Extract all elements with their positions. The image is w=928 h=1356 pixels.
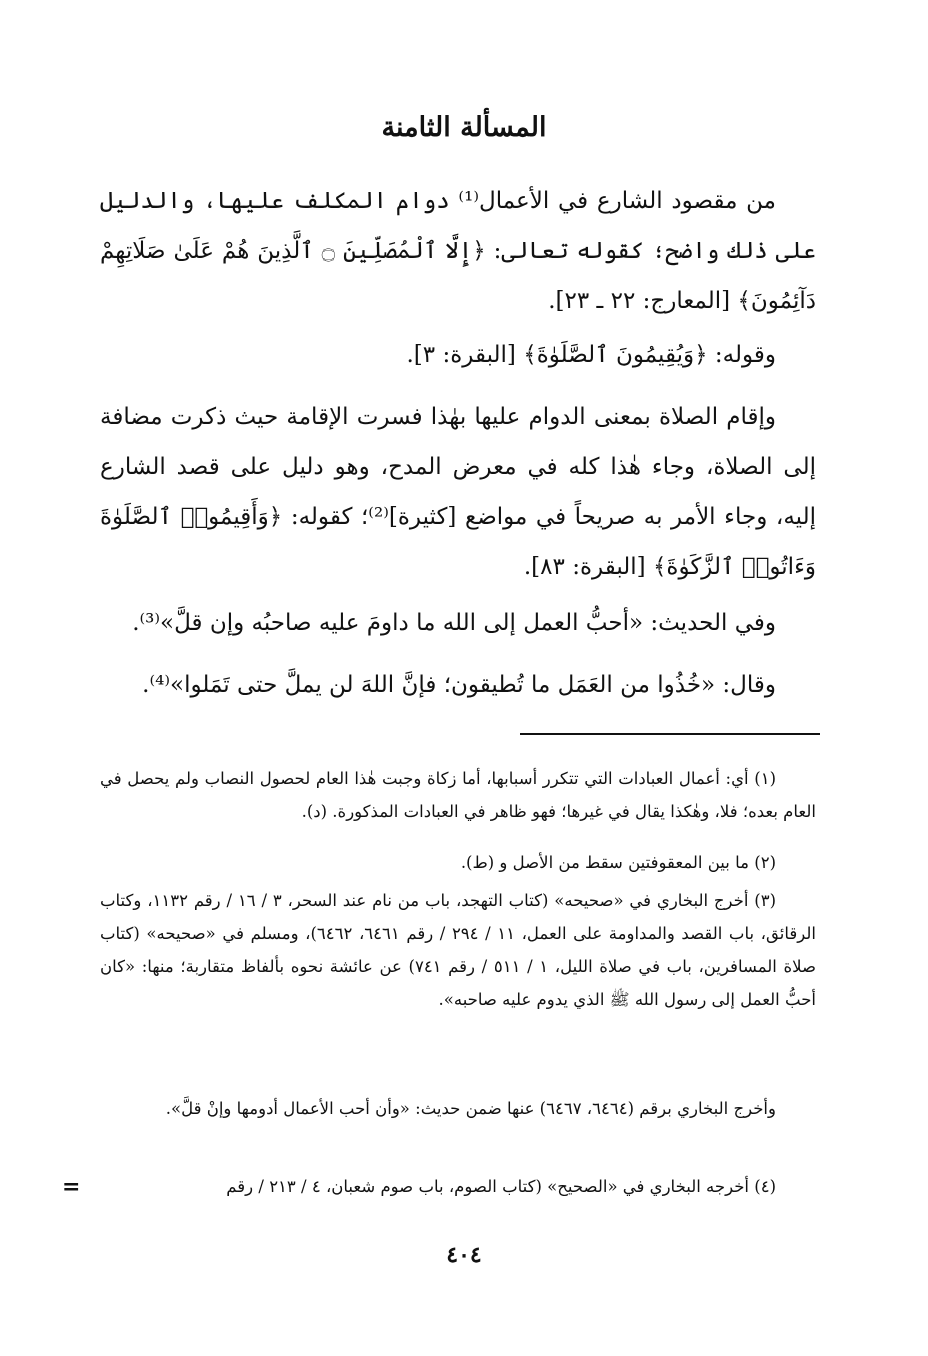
paragraph-2: وقوله: ﴿وَيُقِيمُونَ ٱلصَّلَوٰةَ﴾ [البقرة: ٣]. [406, 342, 776, 368]
footnote-1: (١) أي: أعمال العبادات التي تتكرر أسبابها، أما زكاة وجبت هٰذا العام لحصول النصاب ولم يحصل في العام بعده؛ فلا، وهٰكذا يقال في غيرها؛ فهو ظاهر في العبادات المذكورة. (د). [100, 769, 816, 821]
paragraph-3: وإقام الصلاة بمعنى الدوام عليها بهٰذا فسرت الإقامة حيث ذكرت مضافة إلى الصلاة، وجاء هٰذا كله في معرض المدح، وهو دليل على قصد الشارع إليه، وجاء الأمر به صريحاً في مواضع [كثيرة]⁽²⁾؛ كقوله: ﴿وَأَقِيمُوا۟ ٱلصَّلَوٰةَ وَءَاتُوا۟ ٱلزَّكَوٰةَ﴾ [البقرة: ٨٣]. [100, 404, 816, 580]
continuation-mark: = [62, 1174, 81, 1200]
footnote-3-continuation: وأخرج البخاري برقم (٦٤٦٤، ٦٤٦٧) عنها ضمن حديث: «وأن أحب الأعمال أدومها وإنْ قلَّ». [165, 1099, 776, 1118]
page-number: ٤٠٤ [446, 1242, 482, 1268]
footnote-3: (٣) أخرج البخاري في «صحيحه» (كتاب التهجد، باب من نام عند السحر، ٣ / ١٦ / رقم ١١٣٢، وكتاب الرقائق، باب القصد والمداومة على العمل، ١١ / ٢٩٤ / رقم ٦٤٦١، ٦٤٦٢)، ومسلم في «صحيحه» (كتاب صلاة المسافرين، باب في صلاة الليل، ١ / ٥١١ / رقم ٧٤١) عن عائشة نحوه بألفاظ متقاربة؛ منها: «كان أحبُّ العمل إلى رسول الله ﷺ الذي يدوم عليه صاحبه». [100, 891, 816, 1009]
footnote-2: (٢) ما بين المعقوفتين سقط من الأصل و (ط). [460, 853, 776, 872]
footnote-divider [520, 733, 820, 735]
paragraph-1: من مقصود الشارع في الأعمال⁽¹⁾ دوام المكلف عليها، والدليل على ذٰلك واضح؛ كقوله تعالى: ﴿إِلَّا ٱلْمُصَلِّينَ ۝ ٱلَّذِينَ هُمْ عَلَىٰ صَلَاتِهِمْ دَآئِمُونَ﴾ [المعارج: ٢٢ ـ ٢٣]. [100, 188, 817, 314]
paragraph-5: وقال: «خُذُوا من العَمَل ما تُطيقون؛ فإنَّ اللهَ لن يملَّ حتى تَمَلوا»⁽⁴⁾. [142, 672, 776, 698]
section-title: المسألة الثامنة [381, 112, 547, 143]
paragraph-4: وفي الحديث: «أحبُّ العمل إلى الله ما داومَ عليه صاحبُه وإن قلَّ»⁽³⁾. [132, 610, 776, 636]
footnote-4: (٤) أخرجه البخاري في «الصحيح» (كتاب الصوم، باب صوم شعبان، ٤ / ٢١٣ / رقم [226, 1177, 776, 1196]
